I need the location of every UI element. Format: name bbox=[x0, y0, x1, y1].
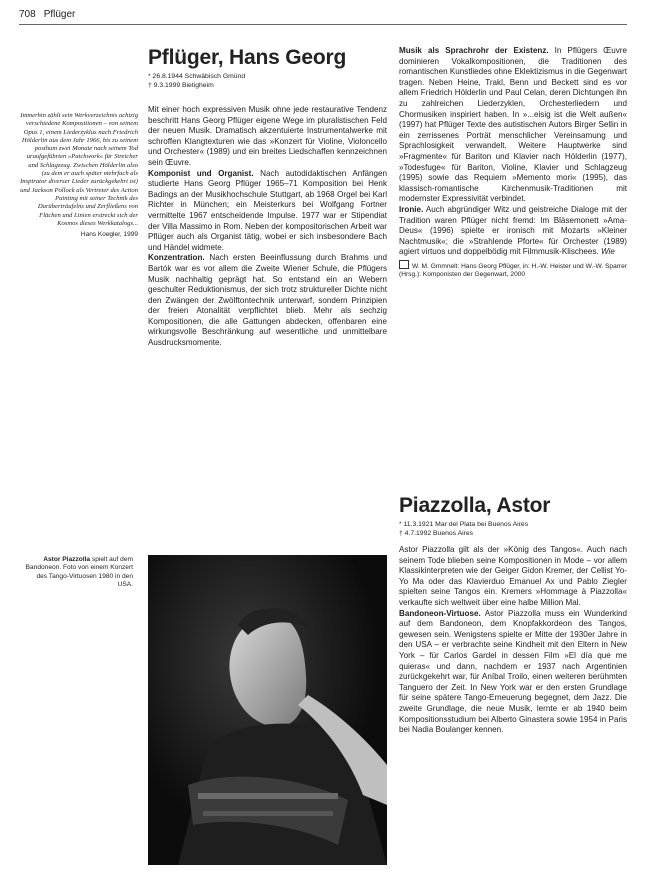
piazzolla-photo bbox=[148, 555, 387, 865]
book-icon bbox=[399, 260, 409, 269]
section-text: Nach ersten Beeinflussung durch Brahms und Bartók war es vor allem die Zweite Wiener Schule, die Pflügers Musik nachhaltig geprägt hat. So entstand ein an Webern geschulter Reduktionismus, der sich trotz struktureller Dichte nicht den Zwängen der Zwölftontechnik unterwarf, sondern Prinzipien der freien Atonalität verpflichtet blieb. Mehr als sechzig Kompositionen, die alle Gattungen abdecken, offenbaren eine wirkungsvolle Beschränkung auf wesentliche und unmittelbare Ausdrucksmomente. bbox=[148, 253, 387, 348]
quote-text: Immerhin zählt sein Werkverzeichnis achtzig verschiedene Kompositionen – von seinem Opus 1, einem Liederzyklus nach Friedrich Hölderlin aus dem Jahr 1966, bis zu seinem posthum zwei Monate nach seinem Tod uraufgeführten »Patchwork« für Streicher und Schlagzeug. Zwischen Hölderlin also (zu dem er auch später mehrfach als Inspirator diverser Lieder zurückgekehrt ist) und Jackson Pollock als Vertreter des Action Painting mit seiner Technik des Darüberträufelns und Zerfließens von Flächen und Linien erstreckt sich der Kosmos dieses Werkkatalogs... bbox=[20, 112, 138, 227]
caption-text: spielt auf dem Bandoneon. Foto von einem Konzert des Tango-Virtuosen 1980 in den USA. bbox=[25, 556, 133, 589]
page-number: 708 bbox=[19, 9, 36, 20]
running-title: Pflüger bbox=[43, 9, 76, 20]
entry-header-pflueger bbox=[148, 46, 388, 91]
section-heading: Musik als Sprachrohr der Existenz. bbox=[399, 46, 549, 55]
birth-date: * 26.8.1944 Schwäbisch Gmünd bbox=[148, 73, 246, 80]
caption-name: Astor Piazzolla bbox=[43, 556, 91, 563]
section-heading: Ironie. bbox=[399, 204, 424, 214]
running-head bbox=[19, 8, 627, 25]
reference-list bbox=[399, 260, 627, 280]
section-heading: Bandoneon-Virtuose. bbox=[399, 608, 481, 618]
section-text: Auch abgründiger Witz und geistreiche Dialoge mit der Tradition waren Pflüger nicht fremd: Im Bläsemonett »Ama-Deus« (1996) spielte er ironisch mit Mozarts »Kleiner Nachtmusik«; die »Strahlende Pforte« für Orchester (1989) agiert virtuos und doppelbödig mit Filmmusik-Klischees. bbox=[399, 204, 627, 257]
reference-text: W. M. Gmmnelt: Hans Georg Pflüger, in: H.-W. Heister und W.-W. Sparrer (Hrsg.): Komponisten der Gegenwart, 2000 bbox=[399, 262, 627, 279]
photo-caption bbox=[20, 556, 133, 590]
entry-title: Piazzolla, Astor bbox=[399, 494, 551, 517]
death-date: † 9.3.1999 Bietigheim bbox=[148, 81, 214, 89]
signature: Wie bbox=[600, 247, 615, 257]
sidebar-quote bbox=[20, 112, 138, 239]
entry-intro: Mit einer hoch expressiven Musik ohne jede restaurative Tendenz beschritt Hans Georg Pflüger eigene Wege im pluralistischen Feld der neuen Musik. Dramatisch akzentuierte Instrumentalwerke mit schroffen Klangtexturen wie das »Konzert für Violine, Violoncello und Orchester« (1989) und ein breites Liedschaffen kennzeichnen sein Œuvre. bbox=[148, 105, 387, 167]
entry-intro: Astor Piazzolla gilt als der »König des Tangos«. Auch nach seinem Tode blieben seine Kompositionen in Mode – vor allem Klassikinterpreten wie der Geiger Gidon Kremer, der Cellist Yo-Yo Ma oder das Klavierduo Emanuel Ax und Pablo Ziegler spielten seine Tangos ein. Kremers »Hommage à Piazzolla« verkaufte sich weltweit über eine halbe Million Mal. bbox=[399, 545, 627, 607]
entry-body-col1 bbox=[148, 105, 387, 349]
section-heading: Konzentration. bbox=[148, 253, 205, 263]
section-heading: Komponist und Organist. bbox=[148, 168, 254, 178]
death-date: † 4.7.1992 Buenos Aires bbox=[399, 529, 474, 537]
photo-illustration bbox=[148, 555, 387, 865]
entry-body-col2 bbox=[399, 46, 627, 280]
section-text: Nach autodidaktischen Anfängen studierte Hans Georg Pflüger 1965–71 Komposition bei Henk Badings an der Musikhochschule Stuttgart, ab 1968 Orgel bei Karl Richter in München; ein Meisterkurs bei Wolfgang Fortner vermittelte 1967 entscheidende Impulse. 1977 war er Stipendiat der Villa Massimo in Rom. Neben der kompositorischen Arbeit war Pflüger auch als Organist tätig, wobei er sich insbesondere Bach und Händel widmete. bbox=[148, 168, 387, 252]
section-text: In Pflügers Œuvre dominieren Vokalkompositionen, die Traditionen des romantischen Kunstliedes ohne Eklektizismus in die Gegenwart tragen. Neben Heine, Trakl, Benn und Beckett sind es vor allem Friedrich Hölderlin und Paul Celan, deren Dichtungen ihn zu zahlreichen Liederzyklen, Orchesterliedern und Chormusiken inspiriert haben. In »...eisig ist die Welt außen« (1997) hat Pflüger Texte des autistischen Autors Birger Sellin in ein zerrissenes Porträt menschlicher Vereinsamung und Sprachlosigkeit verwandelt. Weitere Hauptwerke sind »Fragmente« für Bariton und Klavier nach Hölderlin (1977), »Todesfuge« für Bariton, Violine, Klavier und Schlagzeug (1995) sowie das Requiem »Memento mori« (1995), das klassisch-romantische Kirchenmusik-Traditionen mit modernster Expressivität verbindet. bbox=[399, 46, 627, 204]
entry-body-piazzolla bbox=[399, 545, 627, 736]
section-text: Astor Piazzolla muss ein Wunderkind auf dem Bandoneon, dem Knopfakkordeon des Tangos, gewesen sein. Wenigstens spielte er Mitte der 1930er Jahre in den USA – er verbrachte seine Kindheit mit den Eltern in New York – für Carlos Gardel in dessen Film »El día que me quieras« und dann, nachdem er 1937 nach Argentinien zurückgekehrt war, für Aníbal Troilo, einen weiteren berühmten Tanguero der Zeit. In New York war er den ersten Grundlage für seine spätere Tango-Erneuerung begegnet, dem Jazz. Die zweite Grundlage, die neue Musik, lernte er ab 1940 beim Kompositionsstudium bei Alberto Ginastera sowie 1954 in Paris bei Nadia Boulanger kennen. bbox=[399, 608, 627, 735]
quote-source: Hans Koegler, 1999 bbox=[80, 231, 138, 239]
entry-header-piazzolla bbox=[399, 494, 627, 539]
birth-date: * 11.3.1921 Mar del Plata bei Buenos Aires bbox=[399, 521, 529, 528]
entry-title: Pflüger, Hans Georg bbox=[148, 46, 347, 69]
